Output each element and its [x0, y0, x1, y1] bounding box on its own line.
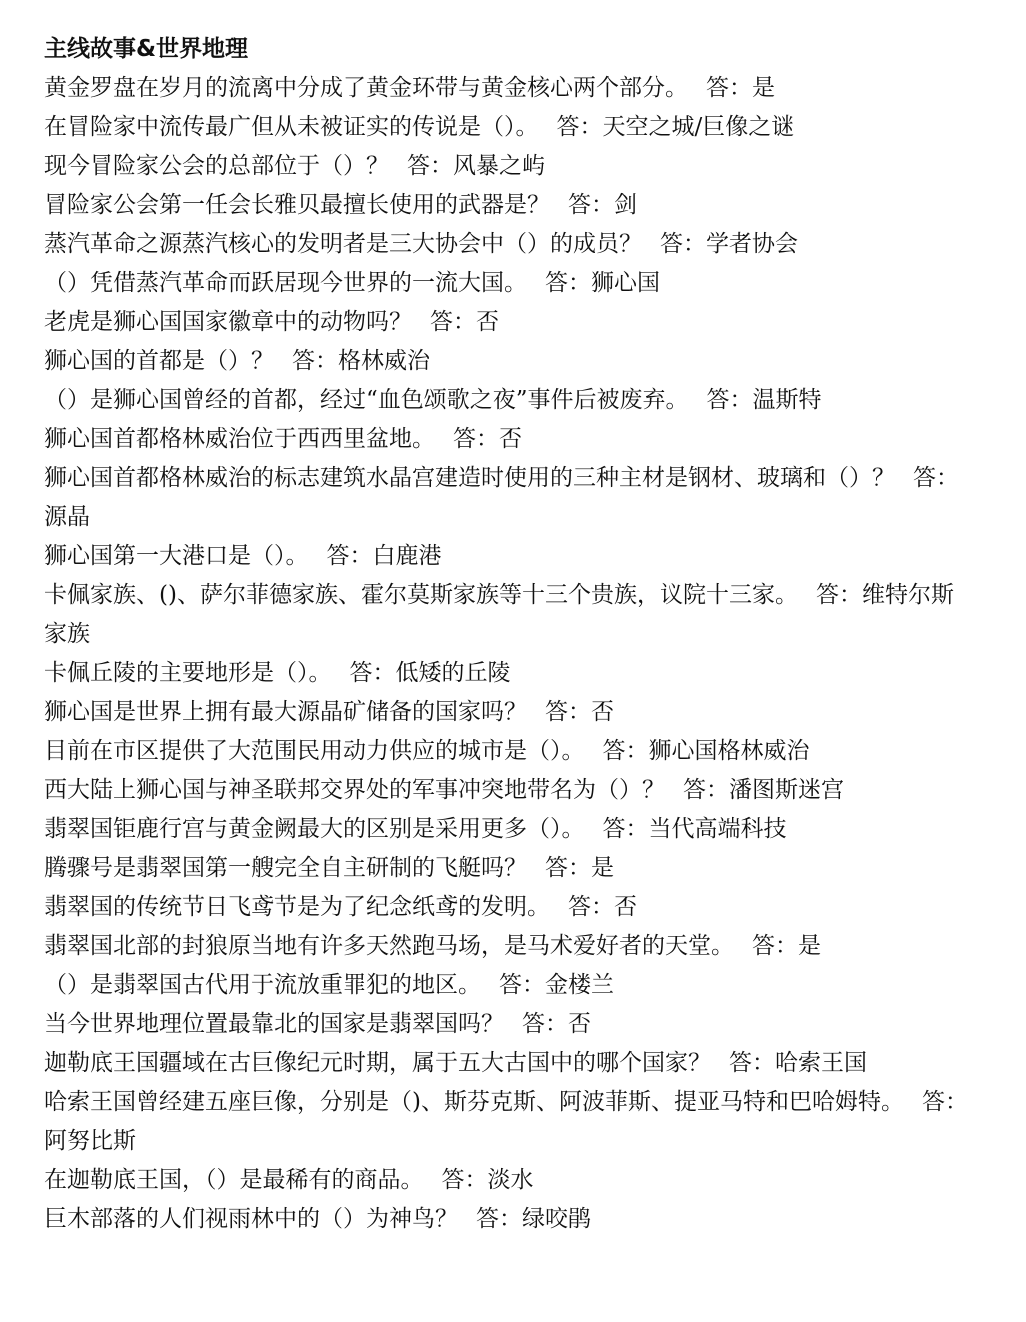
answer-text: 答：金楼兰 [499, 972, 614, 998]
answer-text: 答：当代高端科技 [602, 816, 787, 842]
qa-item [44, 771, 974, 810]
question-text: 卡佩家族、()、萨尔菲德家族、霍尔莫斯家族等十三个贵族，议院十三家。 [44, 582, 798, 608]
answer-text: 答：风暴之屿 [407, 153, 545, 179]
question-text: 狮心国的首都是（）？ [44, 348, 274, 374]
answer-text: 答：绿咬鹃 [476, 1206, 591, 1232]
question-text: 翡翠国的传统节日飞鸢节是为了纪念纸鸢的发明。 [44, 894, 550, 920]
question-text: （）是翡翠国古代用于流放重罪犯的地区。 [44, 972, 481, 998]
question-text: 当今世界地理位置最靠北的国家是翡翠国吗？ [44, 1011, 504, 1037]
answer-text: 答：狮心国格林威治 [602, 738, 810, 764]
answer-text: 答：维特尔斯家族 [44, 582, 954, 647]
qa-item [44, 303, 974, 342]
qa-item [44, 1044, 974, 1083]
qa-item [44, 849, 974, 888]
answer-text: 答：狮心国 [545, 270, 660, 296]
answer-text: 答：源晶 [44, 465, 959, 530]
qa-item [44, 459, 974, 537]
qa-item [44, 576, 974, 654]
qa-item [44, 1005, 974, 1044]
qa-item [44, 1161, 974, 1200]
answer-text: 答：哈索王国 [729, 1050, 867, 1076]
question-text: 现今冒险家公会的总部位于（）？ [44, 153, 389, 179]
question-text: 哈索王国曾经建五座巨像，分别是（)、斯芬克斯、阿波菲斯、提亚马特和巴哈姆特。 [44, 1089, 904, 1115]
question-text: （）是狮心国曾经的首都，经过“血色颂歌之夜”事件后被废弃。 [44, 387, 689, 413]
question-text: 目前在市区提供了大范围民用动力供应的城市是（）。 [44, 738, 585, 764]
question-text: 翡翠国钜鹿行宫与黄金阙最大的区别是采用更多（）。 [44, 816, 585, 842]
document-page [44, 30, 974, 1239]
qa-item [44, 264, 974, 303]
qa-item [44, 1200, 974, 1239]
question-text: 狮心国首都格林威治位于西西里盆地。 [44, 426, 435, 452]
answer-text: 答：否 [430, 309, 499, 335]
question-text: 蒸汽革命之源蒸汽核心的发明者是三大协会中（）的成员？ [44, 231, 642, 257]
answer-text: 答：低矮的丘陵 [349, 660, 511, 686]
answer-text: 答：否 [522, 1011, 591, 1037]
answer-text: 答：是 [706, 75, 775, 101]
question-text: 狮心国首都格林威治的标志建筑水晶宫建造时使用的三种主材是钢材、玻璃和（）？ [44, 465, 895, 491]
question-text: 黄金罗盘在岁月的流离中分成了黄金环带与黄金核心两个部分。 [44, 75, 688, 101]
qa-item [44, 1083, 974, 1161]
answer-text: 答：剑 [568, 192, 637, 218]
answer-text: 答：淡水 [441, 1167, 534, 1193]
question-text: 老虎是狮心国国家徽章中的动物吗？ [44, 309, 412, 335]
qa-item [44, 186, 974, 225]
answer-text: 答：是 [752, 933, 821, 959]
question-text: 翡翠国北部的封狼原当地有许多天然跑马场，是马术爱好者的天堂。 [44, 933, 734, 959]
question-text: 迦勒底王国疆域在古巨像纪元时期，属于五大古国中的哪个国家？ [44, 1050, 711, 1076]
answer-text: 答：阿努比斯 [44, 1089, 968, 1154]
question-text: 巨木部落的人们视雨林中的（）为神鸟？ [44, 1206, 458, 1232]
qa-item [44, 888, 974, 927]
question-text: 腾骤号是翡翠国第一艘完全自主研制的飞艇吗？ [44, 855, 527, 881]
answer-text: 答：温斯特 [706, 387, 822, 413]
qa-item [44, 927, 974, 966]
question-text: 西大陆上狮心国与神圣联邦交界处的军事冲突地带名为（）？ [44, 777, 665, 803]
question-text: 狮心国第一大港口是（）。 [44, 543, 309, 569]
qa-list [44, 69, 974, 1239]
question-text: 在迦勒底王国，（）是最稀有的商品。 [44, 1167, 424, 1193]
qa-item [44, 537, 974, 576]
answer-text: 答：学者协会 [660, 231, 798, 257]
qa-item [44, 420, 974, 459]
answer-text: 答：否 [568, 894, 637, 920]
section-title: 主线故事&世界地理 [44, 36, 249, 62]
question-text: 在冒险家中流传最广但从未被证实的传说是（）。 [44, 114, 539, 140]
answer-text: 答：白鹿港 [326, 543, 442, 569]
question-text: 卡佩丘陵的主要地形是（）。 [44, 660, 332, 686]
answer-text: 答：天空之城/巨像之谜 [556, 114, 795, 140]
qa-item [44, 342, 974, 381]
qa-item [44, 225, 974, 264]
qa-item [44, 810, 974, 849]
qa-item [44, 147, 974, 186]
qa-item [44, 732, 974, 771]
answer-text: 答：格林威治 [292, 348, 430, 374]
answer-text: 答：否 [545, 699, 614, 725]
answer-text: 答：否 [453, 426, 522, 452]
qa-item [44, 966, 974, 1005]
qa-item [44, 654, 974, 693]
answer-text: 答：潘图斯迷宫 [683, 777, 844, 803]
question-text: 冒险家公会第一任会长雅贝最擅长使用的武器是？ [44, 192, 550, 218]
qa-item [44, 108, 974, 147]
question-text: 狮心国是世界上拥有最大源晶矿储备的国家吗？ [44, 699, 527, 725]
qa-item [44, 381, 974, 420]
question-text: （）凭借蒸汽革命而跃居现今世界的一流大国。 [44, 270, 527, 296]
qa-item [44, 69, 974, 108]
answer-text: 答：是 [545, 855, 614, 881]
qa-item [44, 693, 974, 732]
